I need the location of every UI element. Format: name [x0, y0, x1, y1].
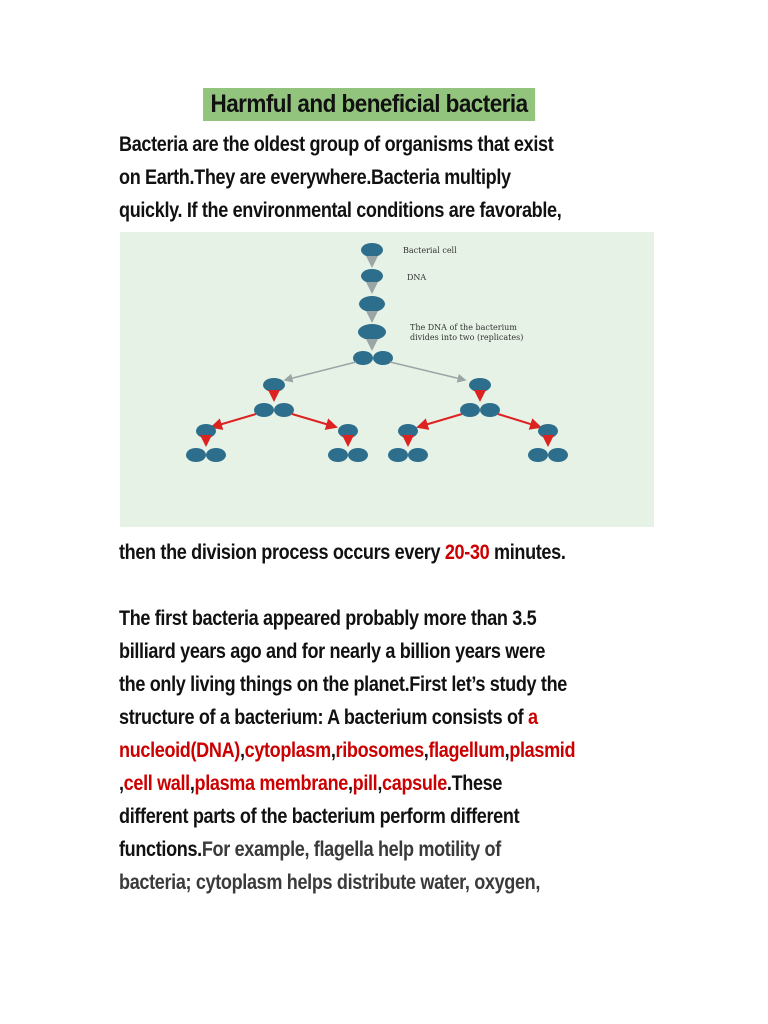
- term-plasmid: plasmid: [509, 739, 576, 762]
- division-text-after: minutes.: [489, 541, 566, 564]
- cell-icon: [196, 424, 216, 438]
- comma: ,: [347, 772, 353, 795]
- daughter-cell-icon: [353, 351, 373, 365]
- comma: ,: [239, 739, 245, 762]
- cell-icon: [398, 424, 418, 438]
- term-ribosomes: ribosomes: [335, 739, 424, 762]
- body-line-1: The first bacteria appeared probably more than 3.5: [119, 607, 537, 630]
- division-interval: 20-30: [444, 541, 490, 564]
- term-cell-wall: cell wall: [123, 772, 190, 795]
- body-line-2: billiard years ago and for nearly a billion years were: [119, 640, 546, 663]
- cell-icon: [263, 378, 285, 392]
- body-line-4-text: structure of a bacterium: A bacterium consists of: [119, 706, 528, 729]
- label-dna: DNA: [407, 273, 427, 282]
- division-paragraph: [119, 536, 601, 569]
- comma: ,: [504, 739, 510, 762]
- term-plasma-membrane: plasma membrane: [194, 772, 348, 795]
- comma: ,: [423, 739, 429, 762]
- body-line-8-text: functions.: [119, 838, 202, 861]
- comma: ,: [189, 772, 195, 795]
- term-nucleoid: nucleoid(DNA): [119, 739, 240, 762]
- body-line-9: bacteria; cytoplasm helps distribute water, oxygen,: [119, 871, 541, 894]
- bacterial-division-figure: [120, 232, 654, 527]
- term-flagellum: flagellum: [428, 739, 505, 762]
- body-line-6: [119, 767, 601, 800]
- page-title: Harmful and beneficial bacteria: [203, 88, 535, 121]
- cell-icon: [528, 448, 548, 462]
- cell-icon: [480, 403, 500, 417]
- cell-icon: [254, 403, 274, 417]
- comma: ,: [330, 739, 336, 762]
- cell-icon: [538, 424, 558, 438]
- term-pill: pill: [352, 772, 378, 795]
- body-line-4: [119, 701, 601, 734]
- division-line: [119, 536, 601, 569]
- dna-cell-icon: [361, 269, 383, 283]
- comma: ,: [377, 772, 383, 795]
- intro-line-2: on Earth.They are everywhere.Bacteria multiply: [119, 166, 511, 189]
- body-line-5: [119, 734, 601, 767]
- intro-line-1: Bacteria are the oldest group of organisms that exist: [119, 133, 554, 156]
- cell-icon: [348, 448, 368, 462]
- division-text-before: then the division process occurs every: [119, 541, 445, 564]
- cell-icon: [338, 424, 358, 438]
- comma: ,: [119, 772, 124, 795]
- replicating-cell-icon: [358, 324, 386, 340]
- cell-icon: [388, 448, 408, 462]
- intro-paragraph: [119, 128, 601, 227]
- growing-cell-icon: [359, 296, 385, 312]
- cell-icon: [469, 378, 491, 392]
- body-paragraph: [119, 602, 601, 899]
- daughter-cell-icon: [373, 351, 393, 365]
- cell-icon: [460, 403, 480, 417]
- division-diagram: [120, 232, 654, 527]
- cell-icon: [408, 448, 428, 462]
- label-bacterial-cell: Bacterial cell: [403, 246, 457, 255]
- term-capsule: capsule: [382, 772, 447, 795]
- label-divide-line-1: The DNA of the bacterium: [410, 323, 517, 332]
- cell-icon: [274, 403, 294, 417]
- cell-icon: [206, 448, 226, 462]
- intro-line-3: quickly. If the environmental conditions are favorable,: [119, 199, 562, 222]
- body-line-8: [119, 833, 601, 866]
- cell-icon: [186, 448, 206, 462]
- bacterial-cell-icon: [361, 243, 383, 257]
- body-line-6-end: .These: [446, 772, 503, 795]
- body-line-4-highlight: a: [527, 706, 538, 729]
- label-divide-line-2: divides into two (replicates): [410, 333, 524, 342]
- cell-icon: [328, 448, 348, 462]
- term-cytoplasm: cytoplasm: [244, 739, 331, 762]
- body-line-7: different parts of the bacterium perform different: [119, 805, 520, 828]
- body-line-3: the only living things on the planet.First let’s study the: [119, 673, 567, 696]
- cell-icon: [548, 448, 568, 462]
- body-line-8-example: For example, flagella help motility of: [201, 838, 501, 861]
